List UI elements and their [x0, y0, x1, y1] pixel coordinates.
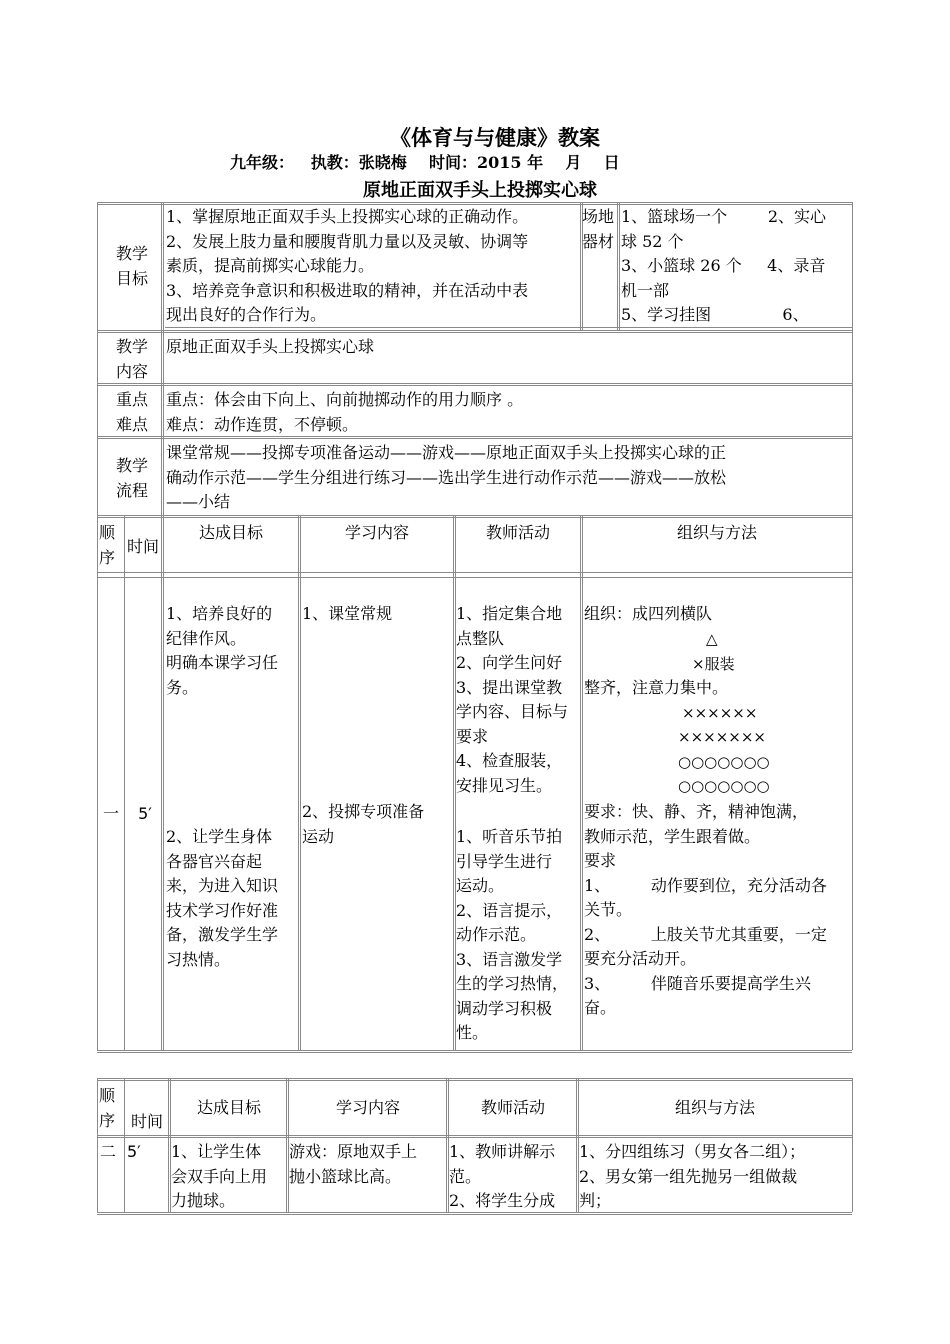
rule	[97, 515, 852, 518]
t2-teacher: 1、教师讲解示 范。 2、将学生分成	[449, 1142, 556, 1210]
col-header-teacher: 教师活动	[485, 523, 550, 542]
t2-goal: 1、让学生体 会双手向上用 力抛球。	[171, 1142, 268, 1210]
rule	[852, 515, 853, 1050]
row-time: 5′	[138, 804, 152, 823]
formation-diagram	[584, 627, 850, 799]
content-part-b: 2、投掷专项准备 运动	[302, 802, 425, 846]
teacher-part-b: 1、听音乐节拍 引导学生进行 运动。 2、语言提示， 动作示范。 3、语言激发学 生的学习热情， 调动学习积极 性。	[456, 827, 569, 1042]
t2-col-header-teacher: 教师活动	[480, 1098, 545, 1117]
method-requirements: 要求：快、静、齐，精神饱满， 教师示范，学生跟着做。 要求 1、 动作要到位，充分活动各 关节。 2、 上肢关节尤其重要，一定 要充分活动开。 3、 伴随音乐要提高学生兴 奋。	[584, 802, 827, 1017]
rule	[124, 1078, 125, 1212]
rule	[97, 577, 852, 578]
t2-col-header-time: 时间	[131, 1112, 164, 1131]
goal-part-b: 2、让学生身体 各器官兴奋起 来，为进入知识 技术学习作好准 备，激发学生学 习热情。	[166, 827, 279, 969]
flow-label: 教学 流程	[115, 456, 148, 500]
col-header-order: 顺 序	[99, 523, 116, 567]
row-order: 一	[102, 804, 119, 823]
teacher-part-a: 1、指定集合地 点整队 2、向学生问好 3、提出课堂教 学内容、目标与 要求 4、检查服装， 安排见习生。	[456, 604, 569, 795]
goals-label: 教学 目标	[115, 244, 148, 288]
content-text: 原地正面双手头上投掷实心球	[166, 337, 375, 356]
rule	[161, 515, 164, 1050]
venue-text: 1、篮球场一个 2、实心 球 52 个 3、小篮球 26 个 4、录音 机一部 5、学习挂图 6、	[621, 207, 827, 324]
lesson-subtitle: 原地正面双手头上投掷实心球	[363, 180, 597, 201]
rule	[97, 383, 852, 386]
rule	[97, 330, 852, 333]
formation-text: 整齐，注意力集中。	[584, 678, 729, 697]
key-label: 重点 难点	[115, 390, 148, 434]
formation-row-girls: ○○○○○○○	[678, 752, 770, 771]
rule	[97, 1078, 98, 1212]
t2-col-header-order: 顺 序	[99, 1086, 116, 1130]
col-header-goal: 达成目标	[198, 523, 263, 542]
t2-col-header-content: 学习内容	[335, 1098, 400, 1117]
goals-text: 1、掌握原地正面双手头上投掷实心球的正确动作。 2、发展上肢力量和腰腹背肌力量以及灵敏、协调等 素质，提高前掷实心球能力。 3、培养竞争意识和积极进取的精神，并在活动中表 现出良好的合作行为。	[166, 207, 529, 324]
rule	[97, 515, 98, 1050]
col-header-method: 组织与方法	[676, 523, 757, 542]
t2-col-header-goal: 达成目标	[196, 1098, 261, 1117]
rule	[161, 202, 164, 515]
t2-method: 1、分四组练习（男女各二组）； 2、男女第一组先抛另一组做裁 判；	[579, 1142, 806, 1210]
rule	[852, 1078, 853, 1212]
flow-text: 课堂常规——投掷专项准备运动——游戏——原地正面双手头上投掷实心球的正 确动作示范——学生分组进行练习——选出学生进行动作示范——游戏——放松 ——小结	[166, 443, 727, 511]
lesson-meta: 九年级： 执教：张晓梅 时间：2015 年 月 日	[230, 153, 620, 172]
rule	[97, 202, 98, 515]
t2-row-time: 5′	[127, 1142, 141, 1161]
rule	[124, 515, 125, 1050]
teacher-triangle: △	[706, 630, 718, 648]
venue-label: 场地 器材	[582, 207, 615, 251]
rule	[97, 572, 852, 573]
formation-text: ×服装	[692, 654, 735, 673]
formation-row-boys: ×××××××	[678, 728, 766, 746]
goal-part-a: 1、培养良好的 纪律作风。 明确本课学习任 务。	[166, 604, 279, 697]
formation-row-boys: ××××××	[682, 703, 758, 722]
rule	[97, 1078, 852, 1081]
lesson-title: 《体育与与健康》教案	[390, 125, 600, 150]
t2-content: 游戏：原地双手上 抛小篮球比高。	[289, 1142, 418, 1186]
content-part-a: 1、课堂常规	[302, 604, 393, 623]
method-organization: 组织：成四列横队	[584, 604, 713, 623]
rule	[97, 1135, 852, 1138]
t2-col-header-method: 组织与方法	[674, 1098, 755, 1117]
key-text: 重点：体会由下向上、向前抛掷动作的用力顺序 。 难点：动作连贯，不停顿。	[166, 390, 524, 434]
col-header-content: 学习内容	[344, 523, 409, 542]
t2-row-order: 二	[100, 1142, 117, 1161]
content-label: 教学 内容	[115, 337, 148, 381]
formation-row-girls: ○○○○○○○	[678, 777, 770, 795]
col-header-time: 时间	[127, 537, 160, 556]
rule	[97, 1050, 852, 1053]
